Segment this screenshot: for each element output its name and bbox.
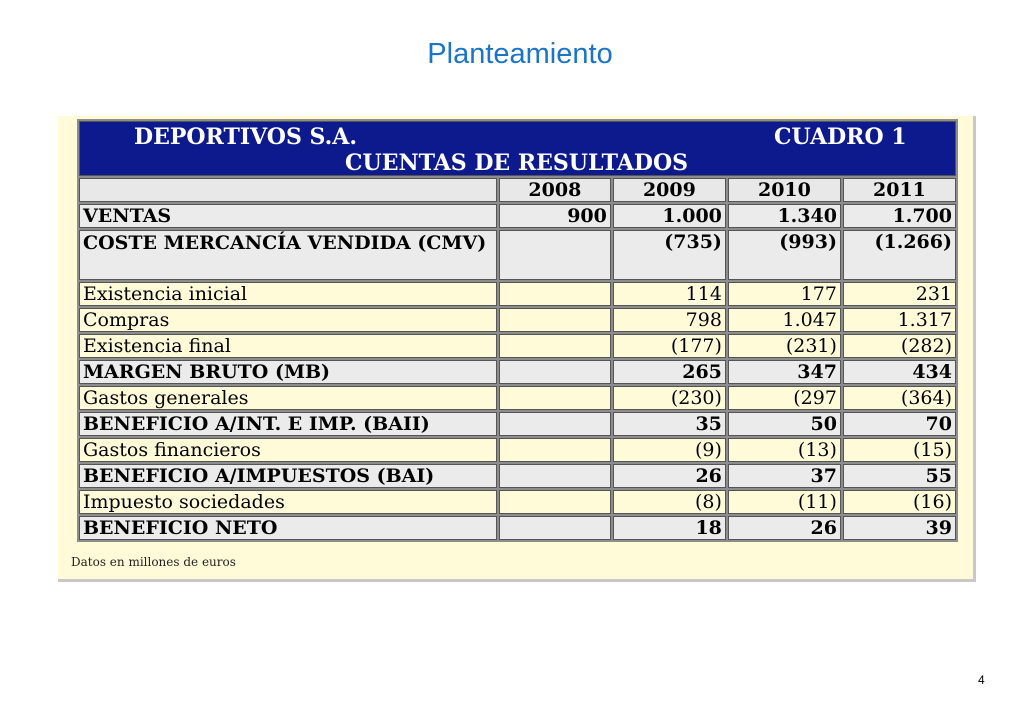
- table-row: [79, 308, 956, 332]
- row-value: [499, 334, 611, 358]
- page-number: 4: [978, 673, 985, 687]
- row-value: [499, 386, 611, 410]
- row-label: Gastos generales: [79, 386, 497, 410]
- row-value: 35: [613, 412, 726, 436]
- row-value: (1.266): [843, 230, 956, 280]
- row-label: Compras: [79, 308, 497, 332]
- row-value: 37: [728, 464, 841, 488]
- footnote: Datos en millones de euros: [71, 555, 236, 569]
- table-row: [79, 386, 956, 410]
- table-row: [79, 464, 956, 488]
- row-value: [499, 308, 611, 332]
- row-value: 1.340: [728, 204, 841, 228]
- row-value: 70: [843, 412, 956, 436]
- row-value: (8): [613, 490, 726, 514]
- row-label: COSTE MERCANCÍA VENDIDA (CMV): [79, 230, 497, 280]
- row-value: (297: [728, 386, 841, 410]
- row-value: 231: [843, 282, 956, 306]
- table-row: [79, 282, 956, 306]
- row-value: 26: [613, 464, 726, 488]
- row-label: Existencia final: [79, 334, 497, 358]
- row-value: [499, 412, 611, 436]
- row-value: 114: [613, 282, 726, 306]
- table-row: [79, 490, 956, 514]
- table-row: [79, 334, 956, 358]
- row-value: (177): [613, 334, 726, 358]
- row-value: (231): [728, 334, 841, 358]
- row-value: 39: [843, 516, 956, 540]
- row-value: 18: [613, 516, 726, 540]
- row-value: 265: [613, 360, 726, 384]
- year-header-blank: [79, 178, 497, 202]
- row-label: Impuesto sociedades: [79, 490, 497, 514]
- row-label: BENEFICIO A/IMPUESTOS (BAI): [79, 464, 497, 488]
- year-header: 2010: [728, 178, 841, 202]
- table-row: [79, 412, 956, 436]
- row-value: [499, 282, 611, 306]
- year-header: 2011: [843, 178, 956, 202]
- row-value: (282): [843, 334, 956, 358]
- income-statement-table: [77, 119, 958, 542]
- row-value: 50: [728, 412, 841, 436]
- row-value: 26: [728, 516, 841, 540]
- table-header: [79, 121, 956, 176]
- row-value: [499, 490, 611, 514]
- row-label: VENTAS: [79, 204, 497, 228]
- row-label: BENEFICIO NETO: [79, 516, 497, 540]
- years-header-row: [79, 178, 956, 202]
- row-label: Existencia inicial: [79, 282, 497, 306]
- row-value: [499, 230, 611, 280]
- table-row: [79, 230, 956, 280]
- row-value: (13): [728, 438, 841, 462]
- cuadro-label: CUADRO 1: [774, 124, 907, 150]
- table-header-row: [79, 121, 956, 176]
- row-value: (15): [843, 438, 956, 462]
- row-value: 1.047: [728, 308, 841, 332]
- company-name: DEPORTIVOS S.A.: [134, 124, 357, 150]
- slide-title: Planteamiento: [427, 38, 613, 70]
- row-value: (16): [843, 490, 956, 514]
- row-value: (9): [613, 438, 726, 462]
- row-value: 434: [843, 360, 956, 384]
- row-value: 1.317: [843, 308, 956, 332]
- table-row: [79, 516, 956, 540]
- row-value: (230): [613, 386, 726, 410]
- table-row: [79, 360, 956, 384]
- row-value: [499, 360, 611, 384]
- row-value: (11): [728, 490, 841, 514]
- row-value: (364): [843, 386, 956, 410]
- year-header: 2009: [613, 178, 726, 202]
- row-value: 900: [499, 204, 611, 228]
- row-value: [499, 464, 611, 488]
- year-header: 2008: [499, 178, 611, 202]
- row-value: (735): [613, 230, 726, 280]
- row-label: Gastos financieros: [79, 438, 497, 462]
- row-value: (993): [728, 230, 841, 280]
- row-value: 1.000: [613, 204, 726, 228]
- table-row: [79, 204, 956, 228]
- row-value: 55: [843, 464, 956, 488]
- row-value: 798: [613, 308, 726, 332]
- row-label: MARGEN BRUTO (MB): [79, 360, 497, 384]
- row-label: BENEFICIO A/INT. E IMP. (BAII): [79, 412, 497, 436]
- row-value: [499, 516, 611, 540]
- row-value: 1.700: [843, 204, 956, 228]
- table-row: [79, 438, 956, 462]
- table-subtitle: CUENTAS DE RESULTADOS: [345, 150, 689, 176]
- row-value: [499, 438, 611, 462]
- row-value: 347: [728, 360, 841, 384]
- row-value: 177: [728, 282, 841, 306]
